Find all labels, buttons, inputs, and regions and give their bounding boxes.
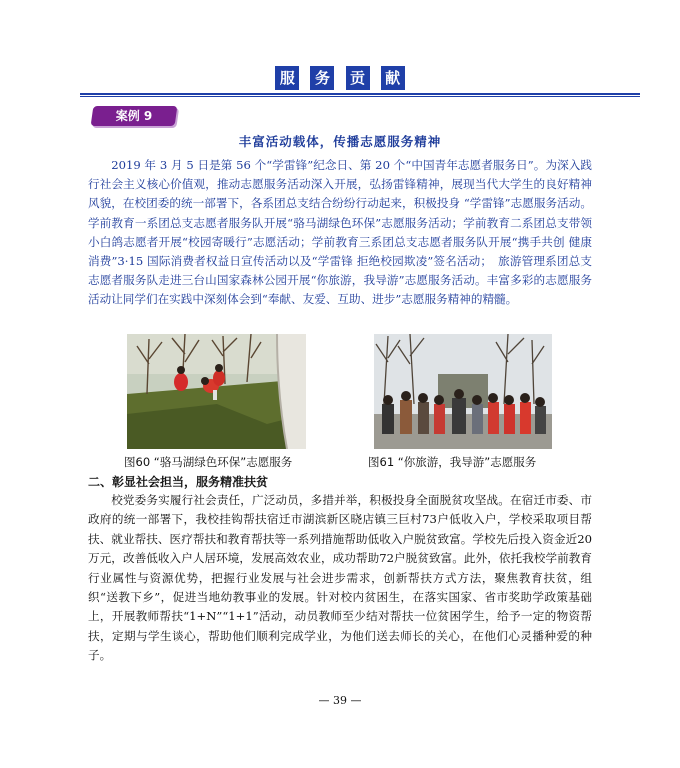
- header-char: 务: [310, 66, 334, 90]
- case-body-paragraph: 2019 年 3 月 5 日是第 56 个“学雷锋”纪念日、第 20 个“中国青年志愿者服务日”。为深入践行社会主义核心价值观，推动志愿服务活动深入开展，弘扬雷锋精神，展现当代大学生的良好精神风貌，在校团委的统一部署下，各系团总支结合纷纷行动起来，积极投身 “学雷锋”志愿服务活动。学前教育一系团总支志愿者服务队开展“骆马湖绿色环保”志愿服务活动；学前教育二系团总支带领小白鸽志愿者开展“校园寄暖行”志愿活动；学前教育三系团总支志愿者服务队开展“携手共创 健康消费”3·15 国际消费者权益日宣传活动以及“学雷锋 拒绝校园欺凌”签名活动； 旅游管理系团总支志愿者服务队走进三台山国家森林公园开展“你旅游，我导游”志愿服务活动。丰富多彩的志愿服务活动让同学们在实践中深刻体会到“奉献、友爱、互助、进步”志愿服务精神的精髓。: [88, 158, 592, 307]
- header-divider: [80, 93, 640, 95]
- photo-lake-cleanup: [127, 334, 306, 449]
- header-divider-thin: [80, 96, 640, 97]
- photo-tour-guide: [374, 334, 552, 449]
- header-char: 献: [381, 66, 405, 90]
- figure-caption: 图60 “骆马湖绿色环保”志愿服务: [124, 455, 293, 469]
- section-body-paragraph: 校党委务实履行社会责任，广泛动员，多措并举，积极投身全面脱贫攻坚战。在宿迁市委、市政府的统一部署下，我校挂钩帮扶宿迁市湖滨新区晓店镇三巨村73户低收入户，学校采取项目帮扶、就业帮扶、医疗帮扶和教育帮扶等一系列措施帮助低收入户脱贫致富。学校先后投入资金近20万元，改善低收入户人居环境，发展高效农业，成功帮助72户脱贫致富。此外，依托我校学前教育行业属性与资源优势，把握行业发展与社会进步需求，创新帮扶方式方法，聚焦教育扶贫，组织“送教下乡”，促进当地幼教事业的发展。针对校内贫困生，在落实国家、省市奖助学政策基础上，开展教师帮扶“1+N”“1+1”活动，动员教师至少结对帮扶一位贫困学生，给予一定的物资帮扶，定期与学生谈心，帮助他们顺利完成学业，为他们送去师长的关心，在他们心灵播种爱的种子。: [88, 493, 592, 663]
- header-char: 贡: [346, 66, 370, 90]
- case-title: 丰富活动载体，传播志愿服务精神: [238, 134, 442, 149]
- figure-caption: 图61 “你旅游，我导游”志愿服务: [368, 455, 537, 469]
- case-badge-label: 案例 9: [115, 109, 153, 123]
- header-char: 服: [275, 66, 299, 90]
- section-heading: 二、彰显社会担当，服务精准扶贫: [88, 475, 269, 489]
- section-header: [0, 66, 680, 90]
- page-number: — 39 —: [318, 694, 362, 707]
- case-badge: [91, 106, 178, 126]
